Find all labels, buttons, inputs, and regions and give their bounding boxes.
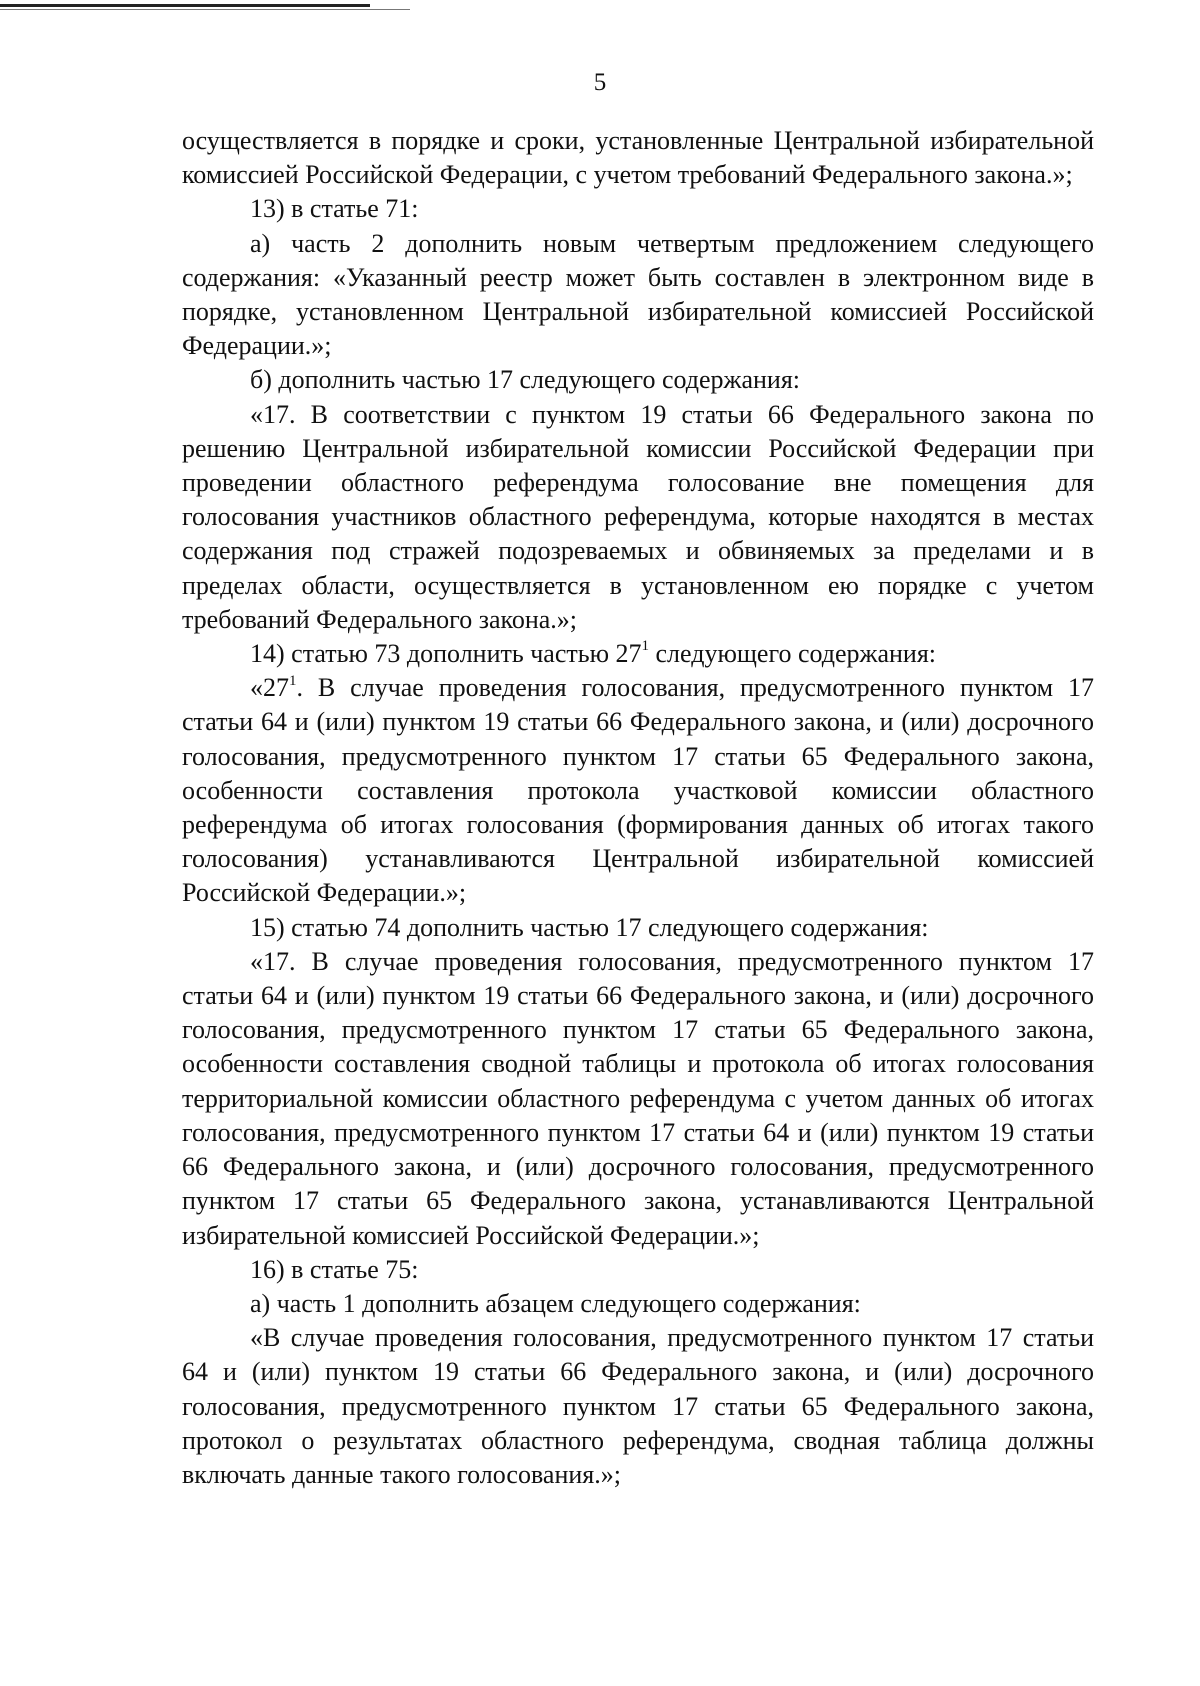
paragraph-item-13: 13) в статье 71:: [250, 194, 419, 224]
scan-edge-line: [0, 4, 370, 7]
paragraph-item-13b: б) дополнить частью 17 следующего содержания:: [250, 365, 801, 395]
paragraph-quote-27-1-start: «27: [250, 673, 289, 703]
paragraph-item-15: 15) статью 74 дополнить частью 17 следующего содержания:: [250, 912, 929, 942]
paragraph-item-14-text-end: следующего содержания:: [649, 639, 937, 669]
paragraph-quote-17: «17. В соответствии с пунктом 19 статьи 66 Федерального закона по решению Центральной избирательной комиссии Российской Федерации при проведении областного референдума голосование вне помещения для голосования участников областного референдума, которые находятся в местах содержания под стражей подозреваемых и обвиняемых за пределами и в пределах области, осуществляется в установленном ею порядке с учетом требований Федерального закона.»;: [182, 399, 1094, 634]
paragraph-item-16: 16) в статье 75:: [250, 1254, 419, 1284]
document-body: [182, 124, 1094, 1492]
paragraph-quote-27-1-text: . В случае проведения голосования, предусмотренного пунктом 17 статьи 64 и (или) пунктом 19 статьи 66 Федерального закона, и (или) досрочного голосования, предусмотренного пунктом 17 статьи 65 Федерального закона, особенности составления протокола участковой комиссии областного референдума об итогах голосования (формирования данных об итогах такого голосования) устанавливаются Центральной избирательной комиссией Российской Федерации.»;: [182, 673, 1094, 908]
paragraph-item-13a: а) часть 2 дополнить новым четвертым предложением следующего содержания: «Указанный реестр может быть составлен в электронном виде в порядке, установленном Центральной избирательной комиссией Российской Федерации.»;: [182, 228, 1094, 361]
paragraph-quote-abzac: «В случае проведения голосования, предусмотренного пунктом 17 статьи 64 и (или) пунктом 19 статьи 66 Федерального закона, и (или) досрочного голосования, предусмотренного пунктом 17 статьи 65 Федерального закона, протокол о результатах областного референдума, сводная таблица должны включать данные такого голосования.»;: [182, 1323, 1094, 1489]
paragraph-quote-27-1: [182, 671, 1094, 910]
paragraph-item-14: [182, 637, 1094, 671]
paragraph-continuation: осуществляется в порядке и сроки, установленные Центральной избирательной комиссией Российской Федерации, с учетом требований Федерального закона.»;: [182, 126, 1094, 190]
page-number: 5: [593, 69, 607, 96]
scan-edge-line-thin: [0, 9, 410, 10]
paragraph-item-14-text: 14) статью 73 дополнить частью 27: [250, 639, 642, 669]
superscript: 1: [641, 638, 650, 655]
superscript: 1: [289, 672, 297, 689]
paragraph-item-16a: а) часть 1 дополнить абзацем следующего содержания:: [250, 1288, 861, 1318]
paragraph-quote-17-art74: «17. В случае проведения голосования, предусмотренного пунктом 17 статьи 64 и (или) пунктом 19 статьи 66 Федерального закона, и (или) досрочного голосования, предусмотренного пунктом 17 статьи 65 Федерального закона, особенности составления сводной таблицы и протокола об итогах голосования территориальной комиссии областного референдума с учетом данных об итогах голосования, предусмотренного пунктом 17 статьи 64 и (или) пунктом 19 статьи 66 Федерального закона, и (или) досрочного голосования, предусмотренного пунктом 17 статьи 65 Федерального закона, устанавливаются Центральной избирательной комиссией Российской Федерации.»;: [182, 946, 1094, 1250]
